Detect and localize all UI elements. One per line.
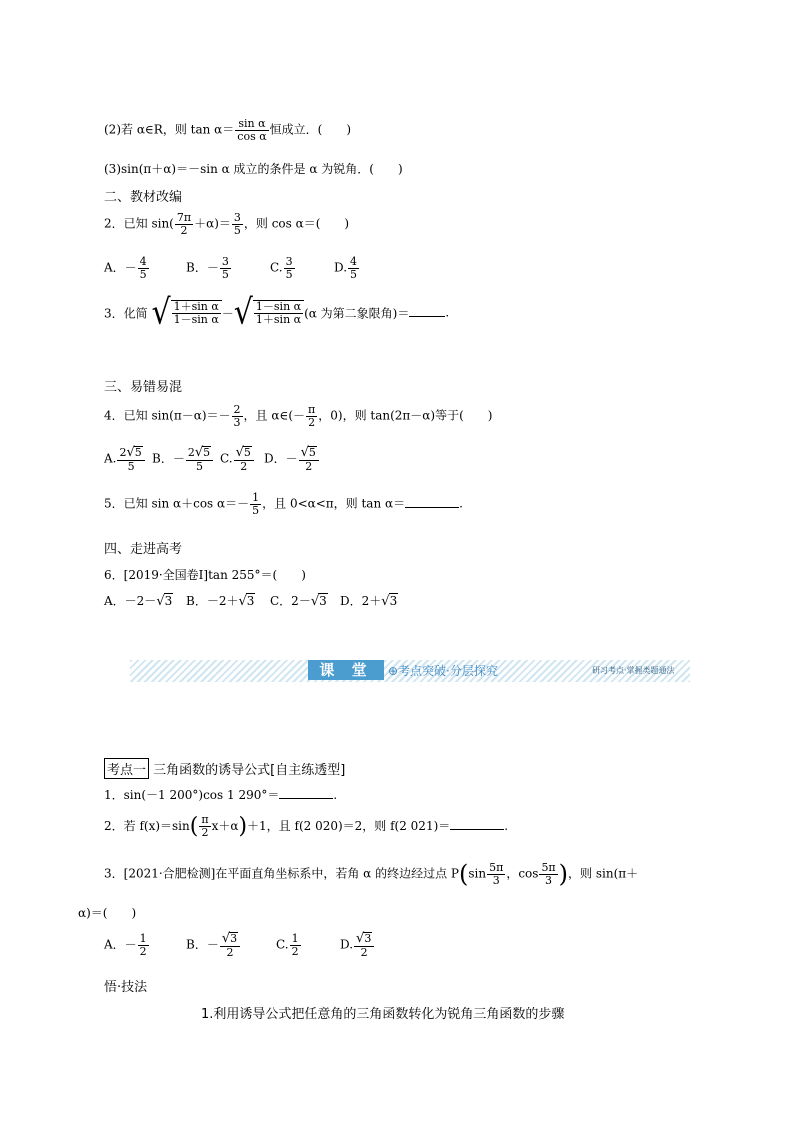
option-b[interactable]: B．－2＋√3 (186, 594, 255, 609)
technique-heading: 悟·技法 (104, 980, 148, 995)
answer-blank[interactable] (450, 829, 504, 830)
question-2: 2．已知 sin( $\frac{7\pi}{2}$ ＋α)＝ $\frac{3}{5}$ ，则 cos α＝( ) (104, 211, 350, 237)
option-d[interactable]: D．－ $\frac{√5}{2}$ (264, 446, 320, 472)
question-2-options (104, 256, 360, 280)
fraction: $\frac{\text{sin α}}{\text{cos α}}$ (237, 117, 267, 143)
radical: √ $\frac{\text{1＋sin α}}{\text{1－sin α}}$ (151, 298, 221, 328)
question-6-options (104, 592, 398, 609)
question-4: 4．已知 sin(π－α)＝－ $\frac{2}{3}$ ，且 α∈(－ $\frac{\pi}{2}$ ，0)，则 tan(2π－α)等于( ) (104, 403, 493, 429)
option-d[interactable]: D. $\frac{4}{5}$ (334, 255, 358, 281)
kaodian-q3-options (104, 932, 375, 958)
banner-right-text: 研习考点·掌握类题通法 (592, 666, 675, 675)
section-heading-4: 四、走进高考 (104, 542, 183, 557)
fraction: $\frac{3}{5}$ (233, 211, 241, 237)
question-prev-2: (2)若 α∈R，则 tan α＝ $\frac{\text{sin α}}{\text{cos α}}$ 恒成立．( ) (104, 117, 352, 143)
banner-title: 课 堂 (308, 660, 384, 680)
option-a[interactable]: A．－2－√3 (104, 594, 173, 609)
technique-tip-1: 1.利用诱导公式把任意角的三角函数转化为锐角三角函数的步骤 (201, 1007, 565, 1022)
option-c[interactable]: C．2－√3 (270, 594, 327, 609)
kaodian-heading: 考点一 三角函数的诱导公式[自主练透型] (104, 758, 345, 779)
question-3: 3．化简 √ $\frac{\text{1＋sin α}}{\text{1－sin α}}$ －√ $\frac{\text{1－sin α}}{\text{1＋sin α}}$ (α 为第二象限角)＝ . (104, 292, 450, 333)
option-c[interactable]: C. $\frac{3}{5}$ (270, 255, 293, 281)
section-banner (130, 660, 690, 682)
option-b[interactable]: B．－ $\frac{3}{5}$ (186, 255, 229, 281)
fraction: $\frac{7\pi}{2}$ (176, 211, 192, 237)
answer-blank[interactable] (405, 507, 459, 508)
answer-blank[interactable] (409, 316, 445, 317)
section-heading-3: 三、易错易混 (104, 380, 183, 395)
kaodian-q1: 1．sin(－1 200°)cos 1 290°＝ . (104, 788, 338, 802)
question-6: 6．[2019·全国卷Ⅰ]tan 255°＝( ) (104, 568, 306, 582)
question-4-options (104, 446, 320, 472)
option-b[interactable]: B．－ $\frac{√3}{2}$ (186, 932, 276, 958)
option-a[interactable]: A. $\frac{2√5}{5}$ (104, 446, 152, 472)
banner-subtitle: ⊕考点突破·分层探究 (388, 664, 498, 678)
option-d[interactable]: D. $\frac{√3}{2}$ (340, 932, 375, 958)
option-c[interactable]: C. $\frac{1}{2}$ (276, 932, 299, 958)
question-prev-3: (3)sin(π＋α)＝－sin α 成立的条件是 α 为锐角．( ) (104, 162, 403, 176)
option-c[interactable]: C. $\frac{√5}{2}$ (220, 446, 264, 472)
option-b[interactable]: B．－ $\frac{2√5}{5}$ (152, 446, 220, 472)
option-a[interactable]: A．－ $\frac{1}{2}$ (104, 932, 147, 958)
option-a[interactable]: A．－ $\frac{4}{5}$ (104, 255, 147, 281)
section-heading-2: 二、教材改编 (104, 190, 183, 205)
answer-blank[interactable] (279, 798, 333, 799)
radical: √ $\frac{\text{1－sin α}}{\text{1＋sin α}}$ (234, 298, 304, 328)
option-d[interactable]: D．2＋√3 (340, 594, 398, 609)
kaodian-q3: 3．[2021·合肥检测]在平面直角坐标系中，若角 α 的终边经过点 P(sin $\frac{5\pi}{3}$ ，cos $\frac{5\pi}{3}$ )，则 sin(π＋ (104, 860, 639, 888)
kaodian-q2: 2．若 f(x)＝sin( $\frac{\pi}{2}$ x＋α)＋1，且 f(2 020)＝2，则 f(2 021)＝ . (104, 813, 509, 839)
kaodian-box: 考点一 (104, 758, 149, 779)
question-5: 5．已知 sin α＋cos α＝－ $\frac{1}{5}$ ，且 0<α<π，则 tan α＝ . (104, 491, 463, 517)
kaodian-q3-line2: α)＝( ) (78, 906, 137, 920)
